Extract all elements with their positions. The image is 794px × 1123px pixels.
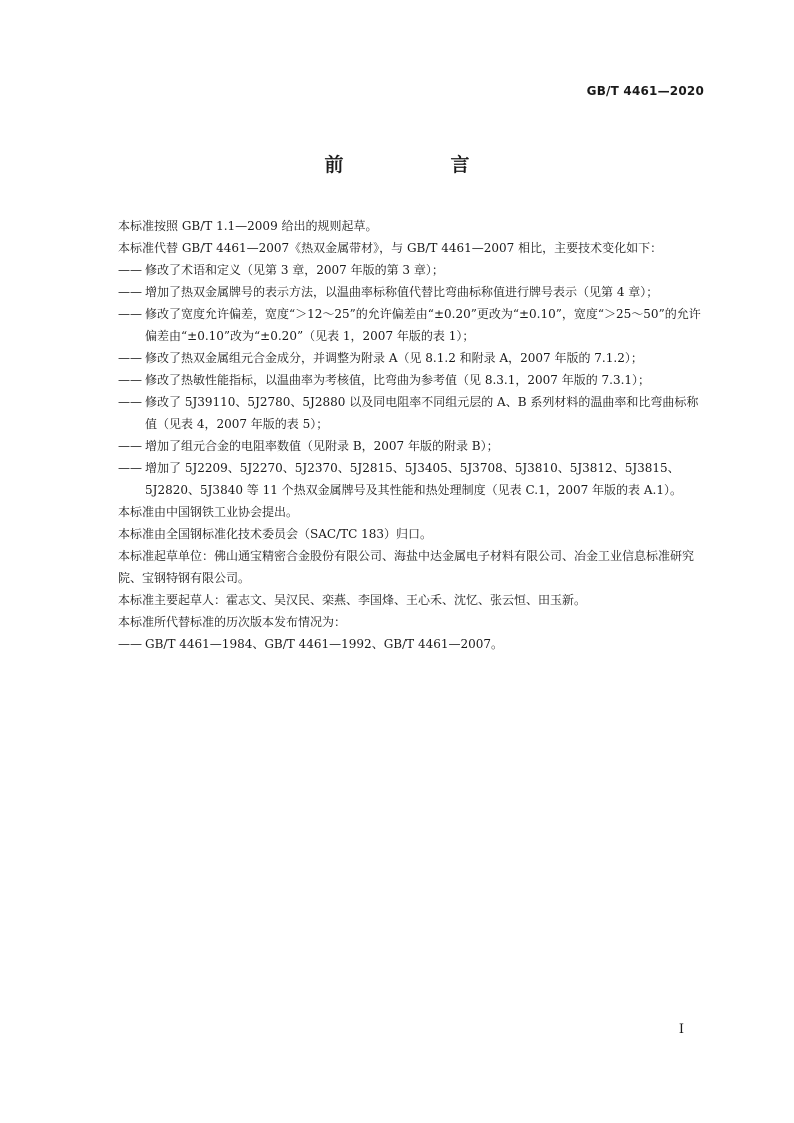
dash-mark: ——	[118, 263, 142, 277]
change-item-text: 增加了 5J2209、5J2270、5J2370、5J2815、5J3405、5J3708、5J3810、5J3812、5J3815、5J2820、5J3840 等 11 个热双金属牌号及其性能和热处理制度（见表 C.1，2007 年版的表 A.1）。	[145, 461, 682, 497]
change-item	[118, 347, 706, 369]
dash-mark: ——	[118, 373, 142, 387]
change-item	[118, 303, 706, 347]
change-item-text: 修改了术语和定义（见第 3 章，2007 年版的第 3 章）；	[145, 263, 444, 277]
change-item-text: 修改了 5J39110、5J2780、5J2880 以及同电阻率不同组元层的 A、B 系列材料的温曲率和比弯曲标称值（见表 4，2007 年版的表 5）；	[145, 395, 699, 431]
paragraph-drafters: 本标准主要起草人：霍志文、吴汉民、栾燕、李国烽、王心禾、沈忆、张云恒、田玉新。	[118, 593, 587, 607]
change-item-text: 增加了热双金属牌号的表示方法，以温曲率标称值代替比弯曲标称值进行牌号表示（见第 4 章）；	[145, 285, 659, 299]
page-title: 前 言	[324, 154, 514, 176]
history-item-text: GB/T 4461—1984、GB/T 4461—1992、GB/T 4461—2007。	[145, 637, 504, 651]
paragraph-rules: 本标准按照 GB/T 1.1—2009 给出的规则起草。	[118, 219, 378, 233]
paragraph-drafting-units: 本标准起草单位：佛山通宝精密合金股份有限公司、海盐中达金属电子材料有限公司、冶金工业信息标准研究院、宝钢特钢有限公司。	[118, 549, 695, 585]
change-item	[118, 281, 706, 303]
change-item	[118, 435, 706, 457]
paragraph-replaces: 本标准代替 GB/T 4461—2007《热双金属带材》，与 GB/T 4461—2007 相比，主要技术变化如下：	[118, 241, 663, 255]
paragraph-history-intro: 本标准所代替标准的历次版本发布情况为：	[118, 615, 347, 629]
dash-mark: ——	[118, 637, 142, 651]
change-item-text: 修改了宽度允许偏差，宽度“＞12～25”的允许偏差由“±0.20”更改为“±0.10”，宽度“＞25～50”的允许偏差由“±0.10”改为“±0.20”（见表 1，2007 年版的表 1）；	[145, 307, 701, 343]
page-number: I	[678, 1022, 684, 1037]
paragraph-committee: 本标准由全国钢标准化技术委员会（SAC/TC 183）归口。	[118, 527, 433, 541]
dash-mark: ——	[118, 285, 142, 299]
dash-mark: ——	[118, 307, 142, 321]
change-item-text: 增加了组元合金的电阻率数值（见附录 B，2007 年版的附录 B）；	[145, 439, 499, 453]
preface-body	[118, 215, 706, 655]
change-item	[118, 369, 706, 391]
change-item-text: 修改了热双金属组元合金成分，并调整为附录 A（见 8.1.2 和附录 A，2007 年版的 7.1.2）；	[145, 351, 643, 365]
change-item	[118, 457, 706, 501]
change-item	[118, 259, 706, 281]
dash-mark: ——	[118, 351, 142, 365]
standard-code: GB/T 4461—2020	[586, 84, 704, 98]
history-item	[118, 633, 706, 655]
dash-mark: ——	[118, 395, 142, 409]
change-item	[118, 391, 706, 435]
dash-mark: ——	[118, 439, 142, 453]
paragraph-proposer: 本标准由中国钢铁工业协会提出。	[118, 505, 299, 519]
dash-mark: ——	[118, 461, 142, 475]
change-item-text: 修改了热敏性能指标，以温曲率为考核值，比弯曲为参考值（见 8.3.1，2007 年版的 7.3.1）；	[145, 373, 651, 387]
